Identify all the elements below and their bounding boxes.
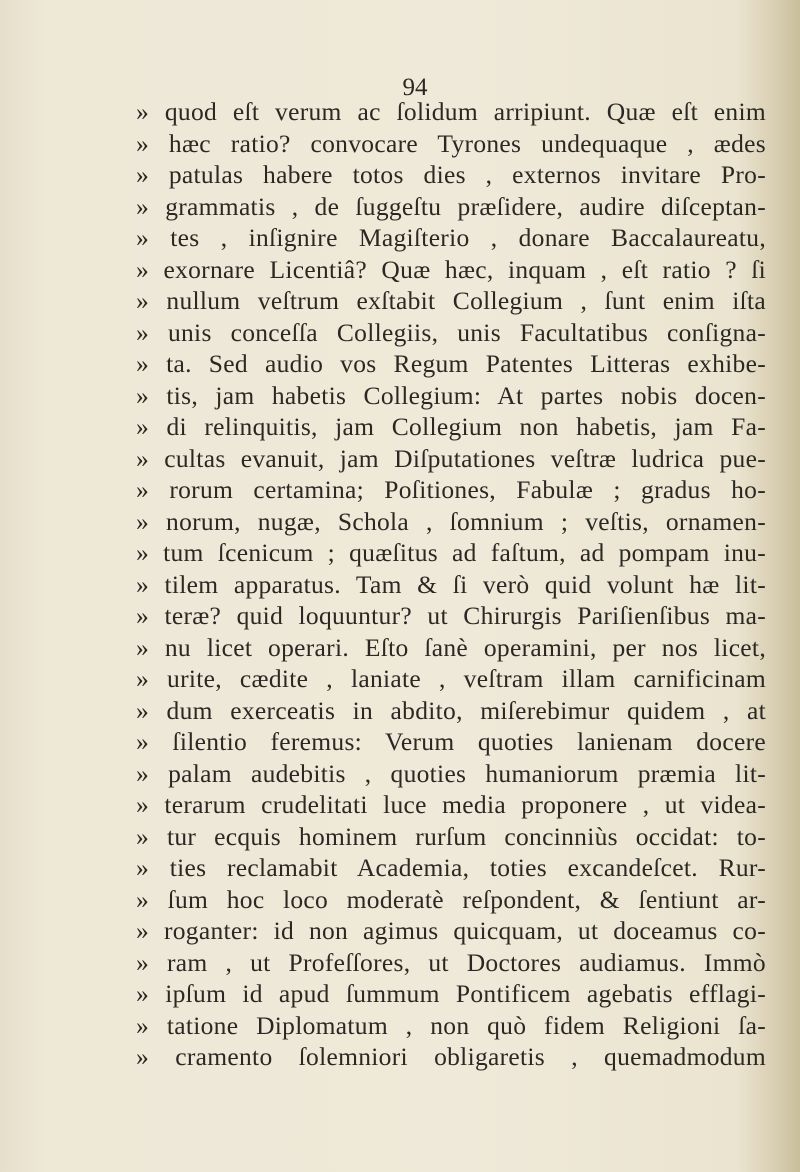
text-line: » tur ecquis hominem rurſum concinniùs occidat: to- bbox=[136, 821, 766, 851]
text-line: » hæc ratio? convocare Tyrones undequaque , ædes bbox=[136, 128, 766, 158]
text-line: » urite, cædite , laniate , veſtram illam carnificinam bbox=[136, 664, 766, 693]
text-line: » di relinquitis, jam Collegium non habetis, jam Fa- bbox=[136, 412, 766, 441]
text-line: » ties reclamabit Academia, toties excandeſcet. Rur- bbox=[136, 853, 766, 882]
text-line: » ſilentio feremus: Verum quoties lanienam docere bbox=[136, 727, 766, 756]
text-line: » ram , ut Profeſſores, ut Doctores audiamus. Immò bbox=[136, 947, 766, 977]
text-line: » exornare Licentiâ? Quæ hæc, inquam , eſt ratio ? ſi bbox=[136, 254, 766, 284]
text-line: » ta. Sed audio vos Regum Patentes Litteras exhibe- bbox=[136, 349, 766, 378]
text-line: » cramento ſolemniori obligaretis , quemadmodum bbox=[136, 1042, 766, 1071]
text-line: » roganter: id non agimus quicquam, ut doceamus co- bbox=[136, 916, 766, 945]
text-line: » norum, nugæ, Schola , ſomnium ; veſtis, ornamen- bbox=[136, 506, 766, 536]
text-line: » grammatis , de ſuggeſtu præſidere, audire diſceptan- bbox=[136, 191, 766, 221]
text-line: » tis, jam habetis Collegium: At partes nobis docen- bbox=[136, 380, 766, 410]
text-line: » ſum hoc loco moderatè reſpondent, & ſentiunt ar- bbox=[136, 884, 766, 914]
text-line: » tum ſcenicum ; quæſitus ad faſtum, ad pompam inu- bbox=[136, 538, 766, 567]
text-line: » tatione Diplomatum , non quò fidem Religioni ſa- bbox=[136, 1010, 766, 1040]
text-line: » terarum crudelitati luce media proponere , ut videa- bbox=[136, 790, 766, 819]
text-line: » tilem apparatus. Tam & ſi verò quid volunt hæ lit- bbox=[136, 569, 766, 599]
text-line: » dum exerceatis in abdito, miſerebimur quidem , at bbox=[136, 695, 766, 725]
text-line: » teræ? quid loquuntur? ut Chirurgis Pariſienſibus ma- bbox=[136, 601, 766, 630]
text-line: » palam audebitis , quoties humaniorum præmia lit- bbox=[136, 758, 766, 788]
text-line: » tes , inſignire Magiſterio , donare Baccalaureatu, bbox=[136, 223, 766, 252]
page-number: 94 bbox=[402, 74, 428, 101]
body-text bbox=[136, 96, 766, 1073]
text-line: » nu licet operari. Eſto ſanè operamini, per nos licet, bbox=[136, 632, 766, 662]
text-line: » patulas habere totos dies , externos invitare Pro- bbox=[136, 160, 766, 189]
text-line: » cultas evanuit, jam Diſputationes veſtræ ludrica pue- bbox=[136, 443, 766, 473]
text-line: » nullum veſtrum exſtabit Collegium , ſunt enim iſta bbox=[136, 286, 766, 315]
text-line: » quod eſt verum ac ſolidum arripiunt. Quæ eſt enim bbox=[136, 97, 766, 126]
text-line: » ipſum id apud ſummum Pontificem agebatis efflagi- bbox=[136, 979, 766, 1008]
text-line: » rorum certamina; Poſitiones, Fabulæ ; gradus ho- bbox=[136, 475, 766, 504]
text-line: » unis conceſſa Collegiis, unis Facultatibus conſigna- bbox=[136, 317, 766, 347]
